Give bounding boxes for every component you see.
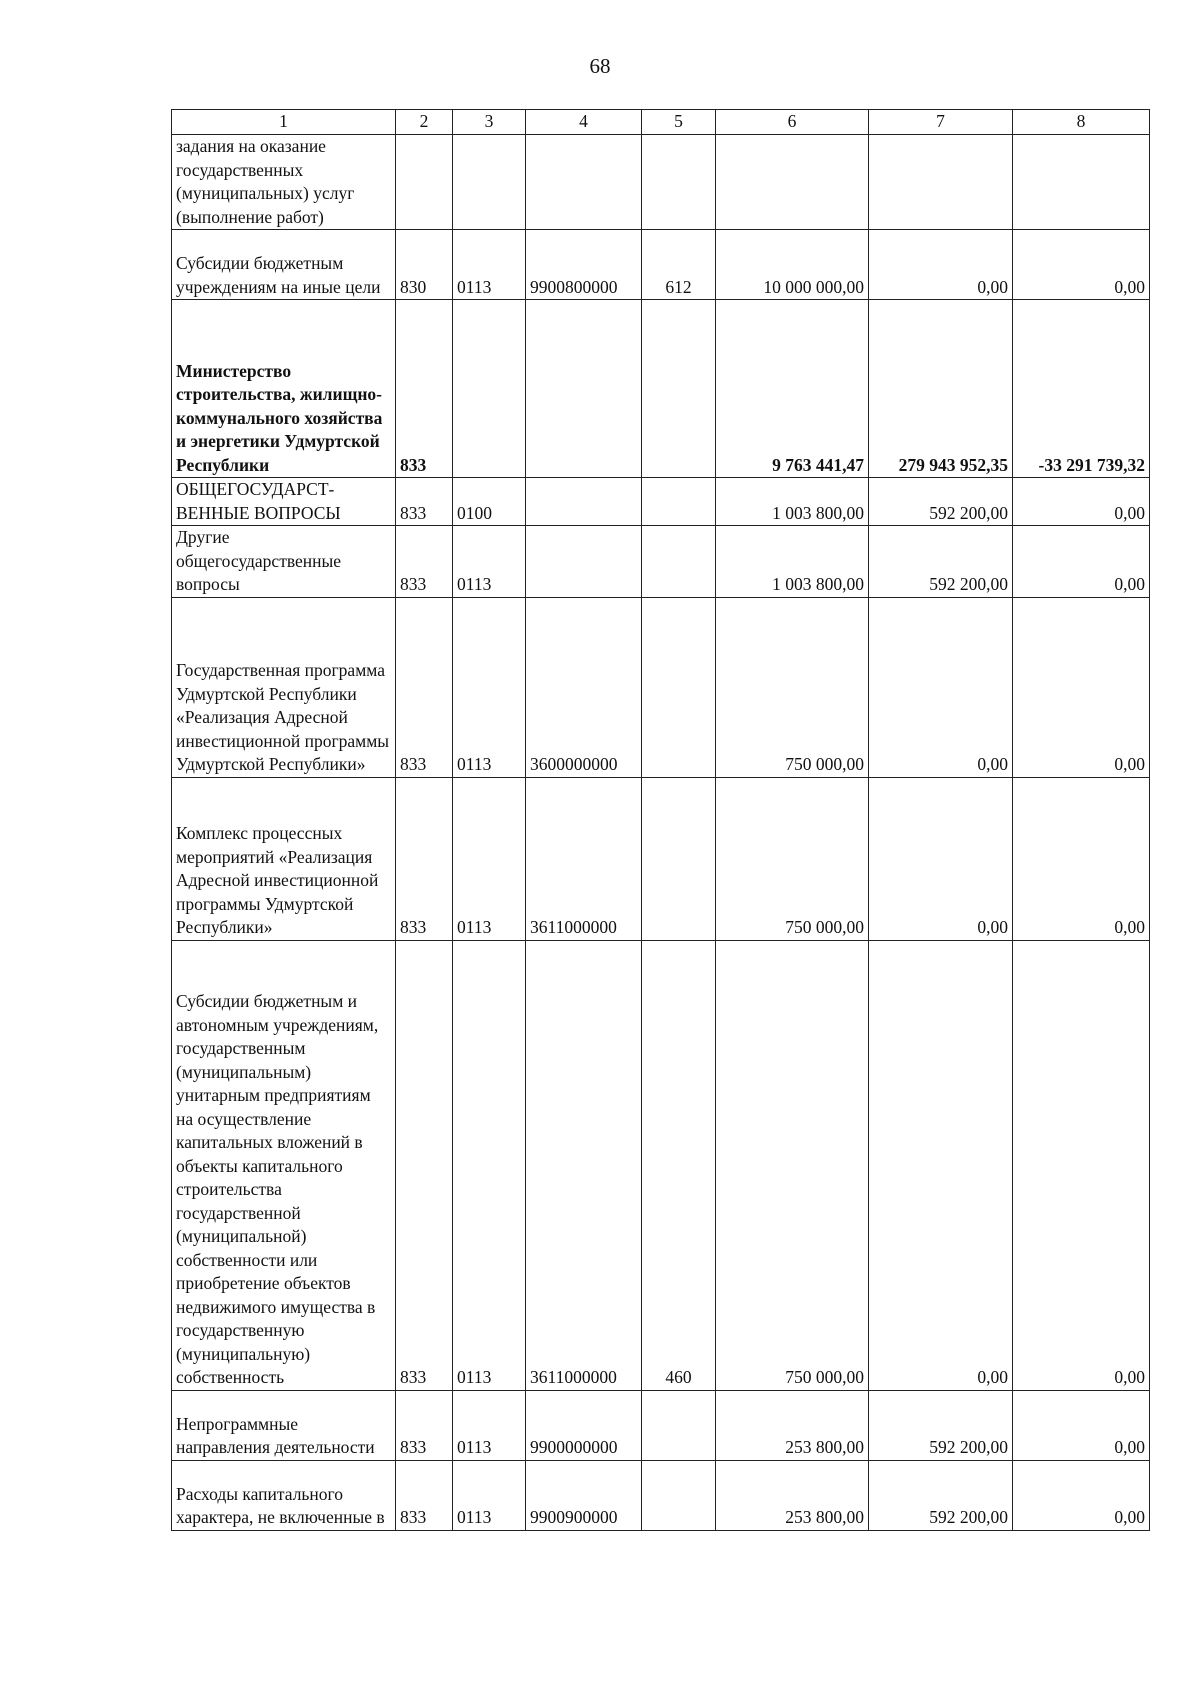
table-row [172,1390,1150,1460]
row-name-cell: Субсидии бюджетным и автономным учреждениям, государственным (муниципальным) унитарным предприятиям на осуществление капитальных вложений в объекты капитального строительства государственной (муниципальной) собственности или приобретение объектов недвижимого имущества в государственную (муниципальную) собственность [172,940,396,1390]
row-name-cell: Министерство строительства, жилищно-коммунального хозяйства и энергетики Удмуртской Республики [172,300,396,478]
target-article-cell [526,526,642,598]
amount-col7-cell: 0,00 [869,940,1013,1390]
table-row [172,940,1150,1390]
admin-code-cell: 833 [396,1460,453,1530]
admin-code-cell: 833 [396,526,453,598]
target-article-cell: 9900900000 [526,1460,642,1530]
section-code-cell: 0113 [453,597,526,777]
amount-col7-cell: 592 200,00 [869,1460,1013,1530]
expense-type-cell [642,597,716,777]
expense-type-cell [642,1390,716,1460]
row-name-cell: ОБЩЕГОСУДАРСТ-ВЕННЫЕ ВОПРОСЫ [172,478,396,526]
amount-col8-cell: 0,00 [1013,526,1150,598]
expense-type-cell [642,300,716,478]
budget-table [171,109,1150,1531]
amount-col6-cell: 1 003 800,00 [716,478,869,526]
row-name-cell: Непрограммные направления деятельности [172,1390,396,1460]
amount-col7-cell: 592 200,00 [869,478,1013,526]
table-row [172,597,1150,777]
amount-col8-cell: -33 291 739,32 [1013,300,1150,478]
table-row [172,1460,1150,1530]
row-name-cell: задания на оказание государственных (муниципальных) услуг (выполнение работ) [172,135,396,230]
amount-col8-cell: 0,00 [1013,1460,1150,1530]
target-article-cell: 3611000000 [526,777,642,940]
expense-type-cell [642,478,716,526]
amount-col6-cell: 9 763 441,47 [716,300,869,478]
page-number: 68 [589,54,611,78]
column-header: 7 [869,110,1013,135]
admin-code-cell: 833 [396,1390,453,1460]
target-article-cell: 9900800000 [526,230,642,300]
amount-col6-cell [716,135,869,230]
amount-col7-cell: 0,00 [869,230,1013,300]
amount-col8-cell: 0,00 [1013,230,1150,300]
column-header: 5 [642,110,716,135]
column-header: 4 [526,110,642,135]
admin-code-cell: 833 [396,777,453,940]
amount-col7-cell: 592 200,00 [869,1390,1013,1460]
amount-col7-cell: 592 200,00 [869,526,1013,598]
row-name-cell: Государственная программа Удмуртской Республики «Реализация Адресной инвестиционной программы Удмуртской Республики» [172,597,396,777]
amount-col6-cell: 253 800,00 [716,1390,869,1460]
section-code-cell: 0113 [453,230,526,300]
amount-col7-cell [869,135,1013,230]
column-header: 1 [172,110,396,135]
column-number-row [172,110,1150,135]
row-name-cell: Другие общегосударственные вопросы [172,526,396,598]
target-article-cell: 3611000000 [526,940,642,1390]
target-article-cell: 9900000000 [526,1390,642,1460]
section-code-cell: 0113 [453,526,526,598]
section-code-cell: 0113 [453,1390,526,1460]
expense-type-cell [642,135,716,230]
target-article-cell [526,135,642,230]
expense-type-cell: 612 [642,230,716,300]
column-header: 3 [453,110,526,135]
row-name-cell: Расходы капитального характера, не включенные в [172,1460,396,1530]
amount-col7-cell: 0,00 [869,597,1013,777]
section-code-cell [453,135,526,230]
amount-col8-cell: 0,00 [1013,1390,1150,1460]
column-header: 6 [716,110,869,135]
section-code-cell: 0100 [453,478,526,526]
amount-col8-cell: 0,00 [1013,940,1150,1390]
admin-code-cell: 830 [396,230,453,300]
target-article-cell: 3600000000 [526,597,642,777]
section-code-cell: 0113 [453,1460,526,1530]
amount-col6-cell: 253 800,00 [716,1460,869,1530]
admin-code-cell [396,135,453,230]
amount-col6-cell: 10 000 000,00 [716,230,869,300]
column-header: 2 [396,110,453,135]
admin-code-cell: 833 [396,597,453,777]
amount-col8-cell: 0,00 [1013,777,1150,940]
section-code-cell [453,300,526,478]
row-name-cell: Субсидии бюджетным учреждениям на иные цели [172,230,396,300]
amount-col6-cell: 750 000,00 [716,597,869,777]
table-row [172,526,1150,598]
section-code-cell: 0113 [453,940,526,1390]
target-article-cell [526,300,642,478]
amount-col6-cell: 750 000,00 [716,777,869,940]
row-name-cell: Комплекс процессных мероприятий «Реализация Адресной инвестиционной программы Удмуртской Республики» [172,777,396,940]
amount-col8-cell: 0,00 [1013,597,1150,777]
table-row [172,777,1150,940]
amount-col8-cell [1013,135,1150,230]
section-code-cell: 0113 [453,777,526,940]
expense-type-cell [642,526,716,598]
amount-col7-cell: 0,00 [869,777,1013,940]
table-row [172,300,1150,478]
amount-col6-cell: 1 003 800,00 [716,526,869,598]
amount-col6-cell: 750 000,00 [716,940,869,1390]
column-header: 8 [1013,110,1150,135]
expense-type-cell: 460 [642,940,716,1390]
amount-col7-cell: 279 943 952,35 [869,300,1013,478]
amount-col8-cell: 0,00 [1013,478,1150,526]
expense-type-cell [642,777,716,940]
target-article-cell [526,478,642,526]
table-row [172,478,1150,526]
admin-code-cell: 833 [396,478,453,526]
expense-type-cell [642,1460,716,1530]
admin-code-cell: 833 [396,940,453,1390]
table-row [172,135,1150,230]
table-row [172,230,1150,300]
admin-code-cell: 833 [396,300,453,478]
